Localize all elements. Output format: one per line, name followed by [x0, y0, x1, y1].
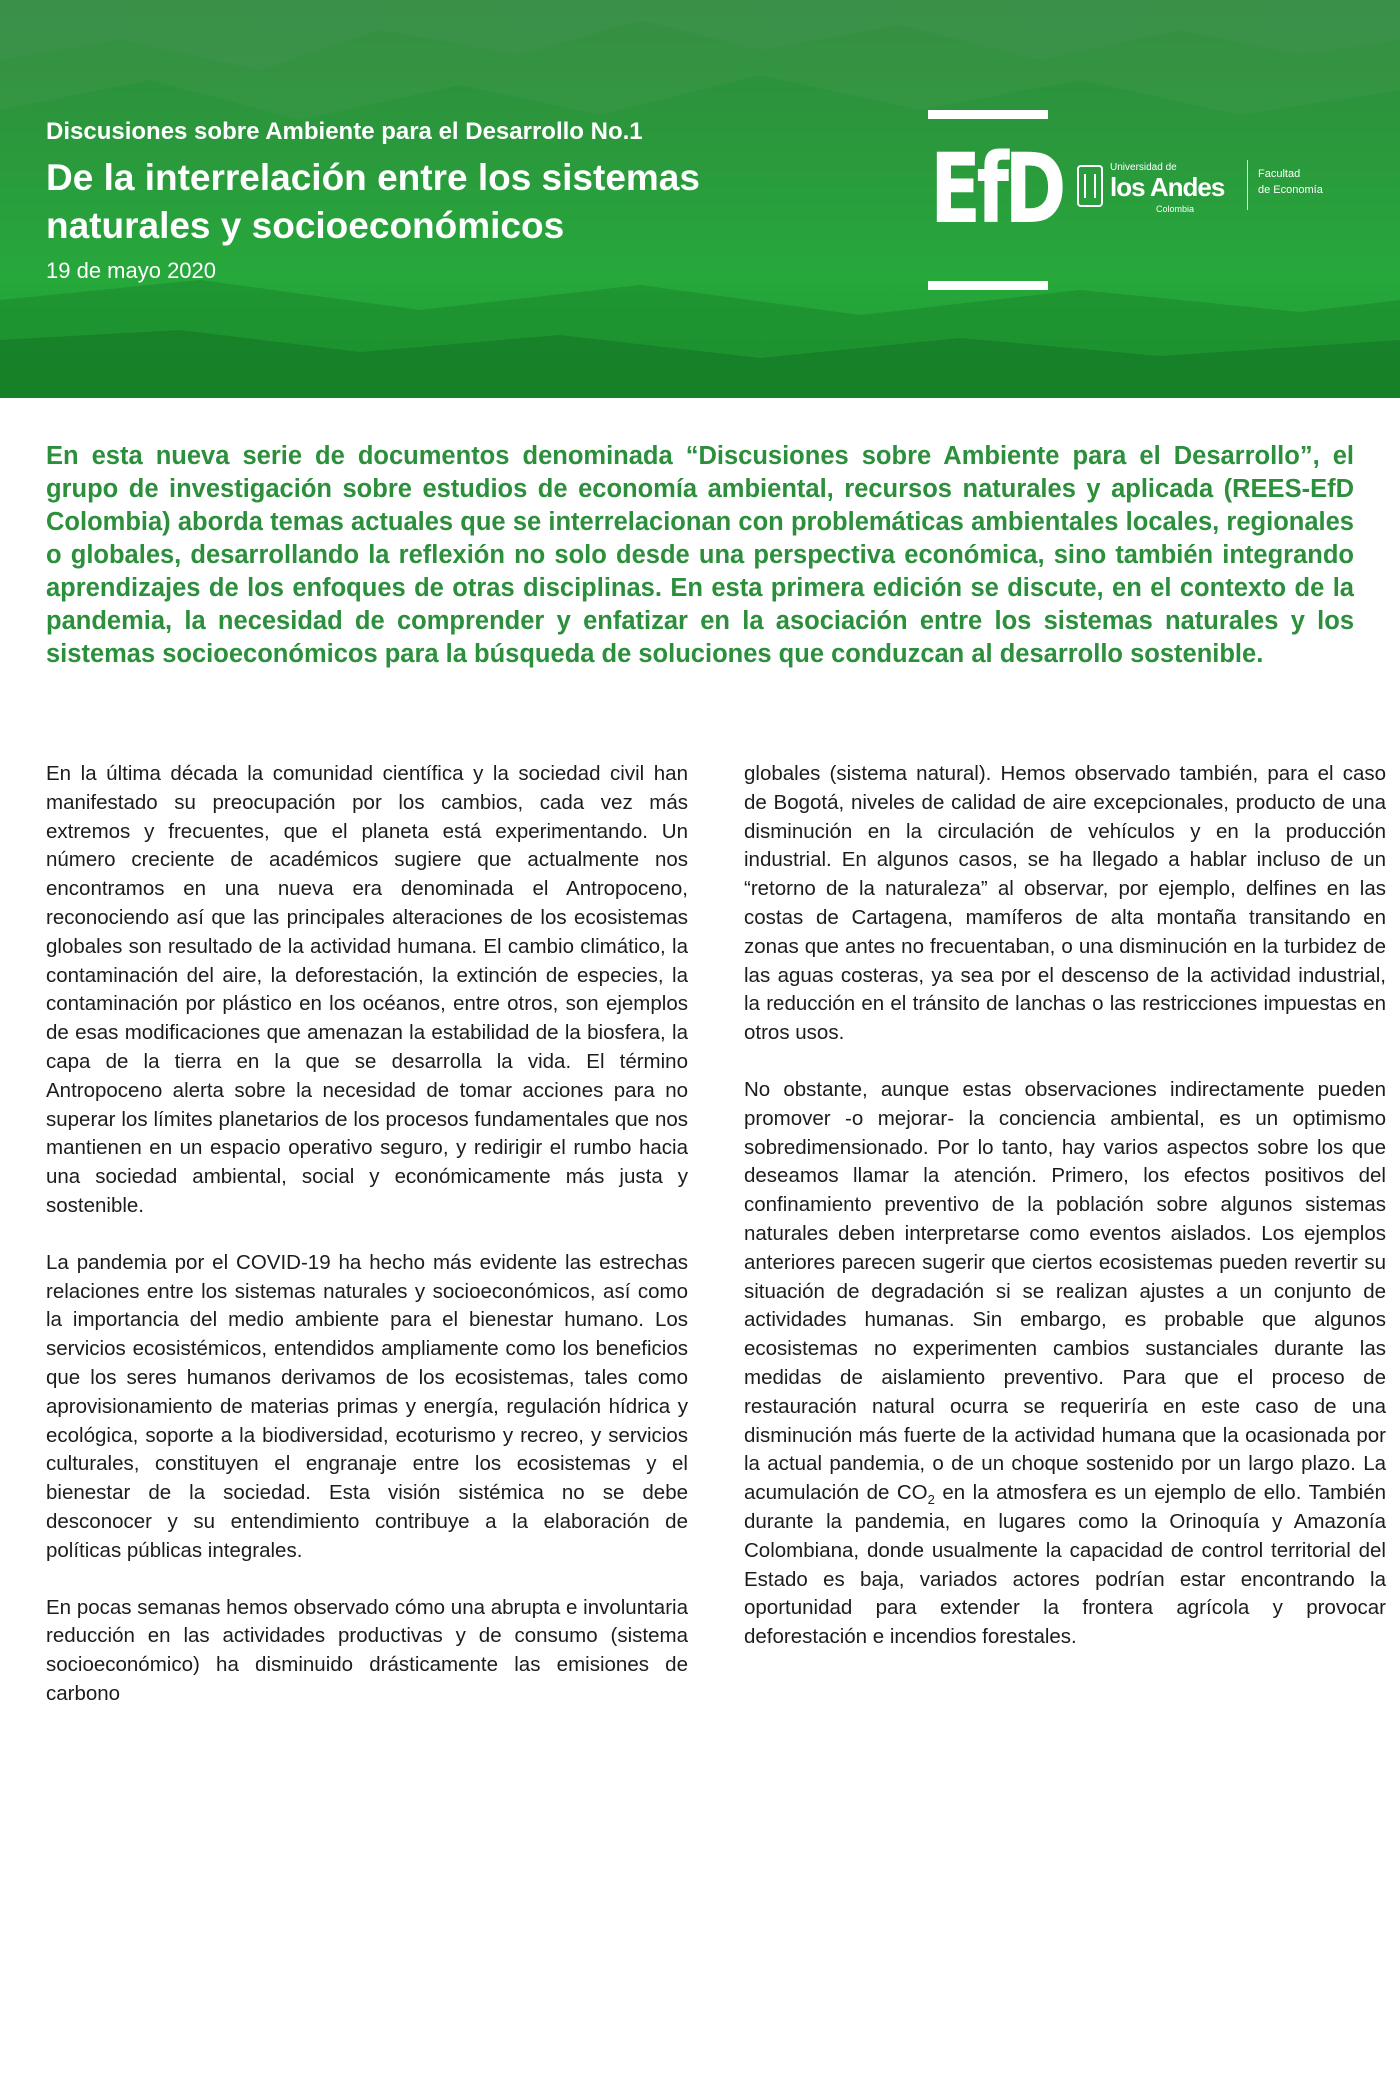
university-logo [1076, 160, 1256, 220]
logo-divider [1247, 160, 1248, 210]
header-banner [0, 0, 1400, 398]
faculty-label [1258, 166, 1323, 198]
series-title: Discusiones sobre Ambiente para el Desarrollo No.1 [46, 118, 643, 145]
page-title: De la interrelación entre los sistemas naturales y socioeconómicos [46, 157, 700, 246]
faculty-line-2: de Economía [1258, 184, 1323, 196]
body-paragraph-3-continued: globales (sistema natural). Hemos observado también, para el caso de Bogotá, niveles de calidad de aire excepcionales, producto de una disminución en la circulación de vehículos y en la producción industrial. En algunos casos, se ha llegado a hablar incluso de un “retorno de la naturaleza” al observar, por ejemplo, delfines en las costas de Cartagena, mamíferos de alta montaña transitando en zonas que antes no frecuentaban, o una disminución en la turbidez de las aguas costeras, ya sea por el descenso de la actividad industrial, la reducción en el tránsito de lanchas o las restricciones impuestas en otros usos. [744, 762, 1386, 1045]
university-prefix: Universidad de [1110, 162, 1177, 173]
university-seal-icon [1076, 164, 1104, 208]
co2-subscript: 2 [927, 1492, 935, 1508]
body-paragraph-4-part-1: No obstante, aunque estas observaciones indirectamente pueden promover -o mejorar- la conciencia ambiental, es un optimismo sobredimensionado. Por lo tanto, hay varios aspectos sobre los que deseamos llamar la atención. Primero, los efectos positivos del confinamiento preventivo de la población sobre algunos sistemas naturales deben interpretarse como eventos aislados. Los ejemplos anteriores parecen sugerir que ciertos ecosistemas pueden revertir su situación de degradación si se realizan ajustes a un conjunto de actividades humanas. Sin embargo, es probable que algunos ecosistemas no experimenten cambios sustanciales durante las medidas de aislamiento preventivo. Para que el proceso de restauración natural ocurra se requeriría en este caso de una disminución más fuerte de la actividad humana que la ocasionada por la actual pandemia, o de un choque sostenido por un largo plazo. La acumulación de CO [744, 1077, 1386, 1505]
logo-top-bar [928, 110, 1048, 119]
efd-logo [928, 110, 1062, 290]
intro-paragraph: En esta nueva serie de documentos denominada “Discusiones sobre Ambiente para el Desarrollo”, el grupo de investigación sobre estudios de economía ambiental, recursos naturales y aplicada (REES-EfD Colombia) aborda temas actuales que se interrelacionan con problemáticas ambientales locales, regionales o globales, desarrollando la reflexión no solo desde una perspectiva económica, sino también integrando aprendizajes de los enfoques de otras disciplinas. En esta primera edición se discute, en el contexto de la pandemia, la necesidad de comprender y enfatizar en la asociación entre los sistemas naturales y los sistemas socioeconómicos para la búsqueda de soluciones que conduzcan al desarrollo sostenible. [46, 442, 1354, 668]
body-paragraph-2: La pandemia por el COVID-19 ha hecho más evidente las estrechas relaciones entre los sistemas naturales y socioeconómicos, así como la importancia del medio ambiente para el bienestar humano. Los servicios ecosistémicos, entendidos ampliamente como los beneficios que los seres humanos derivamos de los ecosistemas, tales como aprovisionamiento de materias primas y energía, regulación hídrica y ecológica, soporte a la biodiversidad, ecoturismo y recreo, y servicios culturales, constituyen el engranaje entre los ecosistemas y el bienestar de la sociedad. Esta visión sistémica no se debe desconocer y su entendimiento contribuye a la elaboración de políticas públicas integrales. [46, 1250, 688, 1562]
faculty-line-1: Facultad [1258, 168, 1301, 180]
university-country: Colombia [1156, 204, 1195, 214]
publication-date: 19 de mayo 2020 [46, 258, 217, 283]
body-paragraph-4-part-2: en la atmosfera es un ejemplo de ello. También durante la pandemia, en lugares como la Orinoquía y Amazonía Colombiana, donde usualmente la capacidad de control territorial del Estado es baja, variados actores podrían estar encontrando la oportunidad para extender la frontera agrícola y provocar deforestación e incendios forestales. [744, 1481, 1386, 1649]
logo-wordmark: EfD [930, 133, 1062, 245]
body-paragraph-4 [744, 1076, 1386, 1652]
logo-bottom-bar [928, 281, 1048, 290]
body-paragraph-3: En pocas semanas hemos observado cómo una abrupta e involuntaria reducción en las actividades productivas y de consumo (sistema socioeconómico) ha disminuido drásticamente las emisiones de carbono [46, 1595, 688, 1705]
right-column [744, 760, 1386, 1680]
body-paragraph-1: En la última década la comunidad científica y la sociedad civil han manifestado su preocupación por los cambios, cada vez más extremos y frecuentes, que el planeta está experimentando. Un número creciente de académicos sugiere que actualmente nos encontramos en una nueva era denominada el Antropoceno, reconociendo así que las principales alteraciones de los ecosistemas globales son resultado de la actividad humana. El cambio climático, la contaminación del aire, la deforestación, la extinción de especies, la contaminación por plástico en los océanos, entre otros, son ejemplos de esas modificaciones que amenazan la estabilidad de la biosfera, la capa de la tierra en la que se desarrolla la vida. El término Antropoceno alerta sobre la necesidad de tomar acciones para no superar los límites planetarios de los procesos fundamentales que nos mantienen en un espacio operativo seguro, y redirigir el rumbo hacia una sociedad ambiental, social y económicamente más justa y sostenible. [46, 762, 688, 1217]
university-name: los Andes [1110, 172, 1225, 202]
left-column [46, 760, 688, 1737]
